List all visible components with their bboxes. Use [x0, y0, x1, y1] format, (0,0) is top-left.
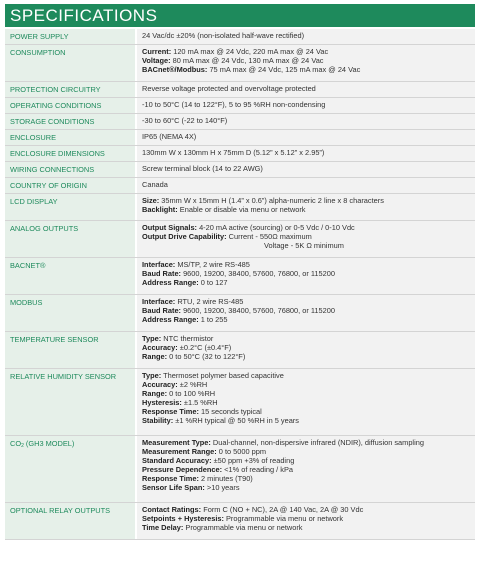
spec-label: [5, 503, 135, 539]
spec-value-line: [142, 456, 471, 465]
spec-value-line: [142, 306, 471, 315]
spec-text: -10 to 50°C (14 to 122°F), 5 to 95 %RH non-condensing: [142, 100, 326, 109]
spec-value-line: [142, 438, 471, 447]
spec-value-line: [142, 514, 471, 523]
spec-value: [135, 98, 475, 113]
spec-value: [135, 45, 475, 81]
spec-value-line: [142, 523, 471, 532]
spec-key: Stability:: [142, 416, 174, 425]
spec-label: [5, 130, 135, 145]
spec-key: Setpoints + Hysteresis:: [142, 514, 224, 523]
page-title: SPECIFICATIONS: [10, 6, 158, 25]
spec-label: [5, 178, 135, 193]
spec-value: [135, 503, 475, 539]
spec-row: [5, 503, 475, 540]
spec-text: Voltage - 5K Ω minimum: [264, 241, 344, 250]
spec-key: Time Delay:: [142, 523, 184, 532]
spec-text: ±1.5 %RH: [181, 398, 218, 407]
spec-text: 75 mA max @ 24 Vdc, 125 mA max @ 24 Vac: [207, 65, 361, 74]
specifications-table: [5, 29, 475, 540]
spec-text: 0 to 100 %RH: [167, 389, 216, 398]
spec-value: [135, 295, 475, 331]
spec-label-text: LCD DISPLAY: [10, 197, 58, 206]
spec-row: [5, 332, 475, 369]
spec-key: Measurement Type:: [142, 438, 211, 447]
spec-key: Response Time:: [142, 407, 199, 416]
spec-value: [135, 162, 475, 177]
spec-value-line: [142, 180, 471, 189]
spec-key: Measurement Range:: [142, 447, 217, 456]
spec-key: Size:: [142, 196, 160, 205]
spec-value-line: [142, 505, 471, 514]
spec-value-line: [142, 297, 471, 306]
spec-value: [135, 436, 475, 502]
spec-label: [5, 436, 135, 502]
spec-row: [5, 194, 475, 221]
spec-label-text: CONSUMPTION: [10, 48, 66, 57]
spec-value-line: [142, 196, 471, 205]
spec-label-text: ENCLOSURE DIMENSIONS: [10, 149, 105, 158]
spec-value-line: [142, 389, 471, 398]
spec-row: [5, 45, 475, 82]
spec-key: Range:: [142, 352, 168, 361]
spec-text: 1 to 255: [198, 315, 228, 324]
spec-value-line: [142, 407, 471, 416]
spec-value-line: [142, 116, 471, 125]
spec-label-text: POWER SUPPLY: [10, 32, 69, 41]
spec-text: 9600, 19200, 38400, 57600, 76800, or 115200: [181, 306, 335, 315]
spec-value: [135, 221, 475, 257]
spec-row: [5, 29, 475, 45]
spec-key: Output Signals:: [142, 223, 198, 232]
spec-value: [135, 114, 475, 129]
spec-text: <1% of reading / kPa: [222, 465, 293, 474]
spec-label-text: MODBUS: [10, 298, 43, 307]
spec-key: Baud Rate:: [142, 306, 182, 315]
spec-value-line: [142, 84, 471, 93]
spec-text: Current - 550Ω maximum: [226, 232, 312, 241]
spec-label: [5, 295, 135, 331]
spec-value-line: [142, 380, 471, 389]
spec-value-line: [142, 343, 471, 352]
spec-value: [135, 194, 475, 220]
spec-label-text: CO: [10, 439, 22, 448]
spec-text: 130mm W x 130mm H x 75mm D (5.12” x 5.12” x 2.95”): [142, 148, 325, 157]
spec-label-text: WIRING CONNECTIONS: [10, 165, 95, 174]
spec-text: 4-20 mA active (sourcing) or 0-5 Vdc / 0-10 Vdc: [197, 223, 355, 232]
spec-value-line: [142, 465, 471, 474]
spec-row: [5, 178, 475, 194]
spec-text: Dual-channel, non-dispersive infrared (NDIR), diffusion sampling: [210, 438, 424, 447]
spec-label: [5, 29, 135, 44]
spec-label-text: RELATIVE HUMIDITY SENSOR: [10, 372, 117, 381]
spec-text: MS/TP, 2 wire RS-485: [175, 260, 250, 269]
spec-label: [5, 114, 135, 129]
spec-label-text: OPERATING CONDITIONS: [10, 101, 102, 110]
spec-text: Programmable via menu or network: [183, 523, 303, 532]
spec-key: Accuracy:: [142, 380, 178, 389]
spec-label-text: STORAGE CONDITIONS: [10, 117, 95, 126]
spec-row: [5, 98, 475, 114]
spec-value-line: [142, 31, 471, 40]
spec-key: Response Time:: [142, 474, 199, 483]
spec-value-line: [142, 56, 471, 65]
spec-text: Canada: [142, 180, 168, 189]
spec-row: [5, 436, 475, 503]
spec-text: 0 to 127: [198, 278, 228, 287]
spec-key: BACnet®/Modbus:: [142, 65, 208, 74]
spec-value: [135, 29, 475, 44]
spec-key: Current:: [142, 47, 172, 56]
spec-label-subscript: 2: [21, 443, 24, 449]
spec-text: ±2 %RH: [177, 380, 208, 389]
spec-text: -30 to 60°C (-22 to 140°F): [142, 116, 228, 125]
spec-text: IP65 (NEMA 4X): [142, 132, 197, 141]
spec-value-line: [142, 148, 471, 157]
spec-key: Baud Rate:: [142, 269, 182, 278]
spec-key: Voltage:: [142, 56, 171, 65]
spec-key: Type:: [142, 371, 162, 380]
spec-label-text: COUNTRY OF ORIGIN: [10, 181, 87, 190]
spec-value-line: [142, 223, 471, 232]
spec-value-line: [142, 100, 471, 109]
spec-value-line: [142, 260, 471, 269]
spec-text: >10 years: [204, 483, 240, 492]
spec-key: Interface:: [142, 297, 176, 306]
spec-label: [5, 221, 135, 257]
spec-row: [5, 114, 475, 130]
spec-label-text: ENCLOSURE: [10, 133, 56, 142]
spec-key: Accuracy:: [142, 343, 178, 352]
spec-value-line: [142, 278, 471, 287]
spec-text: Reverse voltage protected and overvoltage protected: [142, 84, 316, 93]
spec-value-line: [142, 352, 471, 361]
spec-text: 0 to 50°C (32 to 122°F): [167, 352, 246, 361]
spec-value-line: [142, 241, 471, 250]
spec-text: 9600, 19200, 38400, 57600, 76800, or 115200: [181, 269, 335, 278]
spec-key: Address Range:: [142, 315, 199, 324]
spec-value: [135, 130, 475, 145]
spec-key: Standard Accuracy:: [142, 456, 212, 465]
spec-value: [135, 82, 475, 97]
spec-row: [5, 82, 475, 98]
spec-key: Type:: [142, 334, 162, 343]
spec-key: Contact Ratings:: [142, 505, 202, 514]
spec-text: 0 to 5000 ppm: [216, 447, 267, 456]
spec-text: Screw terminal block (14 to 22 AWG): [142, 164, 263, 173]
spec-value-line: [142, 65, 471, 74]
spec-label: [5, 194, 135, 220]
spec-label: [5, 258, 135, 294]
spec-text: 15 seconds typical: [198, 407, 262, 416]
spec-text: 80 mA max @ 24 Vdc, 130 mA max @ 24 Vac: [170, 56, 324, 65]
spec-value-line: [142, 416, 471, 425]
spec-key: Pressure Dependence:: [142, 465, 223, 474]
spec-value-line: [142, 164, 471, 173]
spec-text: 35mm W x 15mm H (1.4” x 0.6”) alpha-numeric 2 line x 8 characters: [159, 196, 384, 205]
spec-text: ±0.2°C (±0.4°F): [177, 343, 232, 352]
spec-label: [5, 82, 135, 97]
spec-row: [5, 221, 475, 258]
spec-text: Form C (NO + NC), 2A @ 140 Vac, 2A @ 30 Vdc: [201, 505, 364, 514]
spec-value: [135, 332, 475, 368]
spec-label-text: TEMPERATURE SENSOR: [10, 335, 99, 344]
spec-value-line: [142, 205, 471, 214]
spec-label: [5, 146, 135, 161]
spec-key: Backlight:: [142, 205, 178, 214]
spec-key: Interface:: [142, 260, 176, 269]
spec-value-line: [142, 447, 471, 456]
spec-text: Thermoset polymer based capacitive: [161, 371, 284, 380]
spec-value-line: [142, 398, 471, 407]
spec-row: [5, 369, 475, 436]
spec-row: [5, 130, 475, 146]
spec-label: [5, 45, 135, 81]
spec-value-line: [142, 371, 471, 380]
spec-row: [5, 146, 475, 162]
spec-text: RTU, 2 wire RS-485: [175, 297, 244, 306]
spec-key: Address Range:: [142, 278, 199, 287]
spec-label-suffix: (GH3 MODEL): [23, 439, 75, 448]
spec-key: Sensor Life Span:: [142, 483, 205, 492]
spec-label-text: PROTECTION CIRCUITRY: [10, 85, 101, 94]
spec-value: [135, 146, 475, 161]
spec-label: [5, 162, 135, 177]
spec-label-text: ANALOG OUTPUTS: [10, 224, 79, 233]
spec-value-line: [142, 232, 471, 241]
spec-text: Programmable via menu or network: [223, 514, 344, 523]
spec-text: Enable or disable via menu or network: [177, 205, 306, 214]
spec-text: 120 mA max @ 24 Vdc, 220 mA max @ 24 Vac: [171, 47, 329, 56]
spec-text: 24 Vac/dc ±20% (non-isolated half-wave rectified): [142, 31, 305, 40]
spec-label-text: BACNET®: [10, 261, 46, 270]
spec-label: [5, 332, 135, 368]
spec-value-line: [142, 483, 471, 492]
spec-row: [5, 258, 475, 295]
spec-text: NTC thermistor: [161, 334, 214, 343]
spec-text: ±1 %RH typical @ 50 %RH in 5 years: [173, 416, 299, 425]
spec-value: [135, 369, 475, 435]
spec-key: Range:: [142, 389, 168, 398]
spec-key: Hysteresis:: [142, 398, 182, 407]
spec-row: [5, 295, 475, 332]
specifications-header: [5, 4, 475, 27]
spec-value-line: [142, 269, 471, 278]
spec-key: Output Drive Capability:: [142, 232, 227, 241]
spec-value-line: [142, 474, 471, 483]
spec-label: [5, 98, 135, 113]
spec-text: 2 minutes (T90): [198, 474, 253, 483]
spec-label-text: OPTIONAL RELAY OUTPUTS: [10, 506, 111, 515]
spec-value: [135, 178, 475, 193]
spec-value-line: [142, 47, 471, 56]
spec-text: ±50 ppm +3% of reading: [211, 456, 295, 465]
spec-row: [5, 162, 475, 178]
spec-label: [5, 369, 135, 435]
spec-value-line: [142, 132, 471, 141]
spec-value-line: [142, 334, 471, 343]
spec-value: [135, 258, 475, 294]
spec-value-line: [142, 315, 471, 324]
